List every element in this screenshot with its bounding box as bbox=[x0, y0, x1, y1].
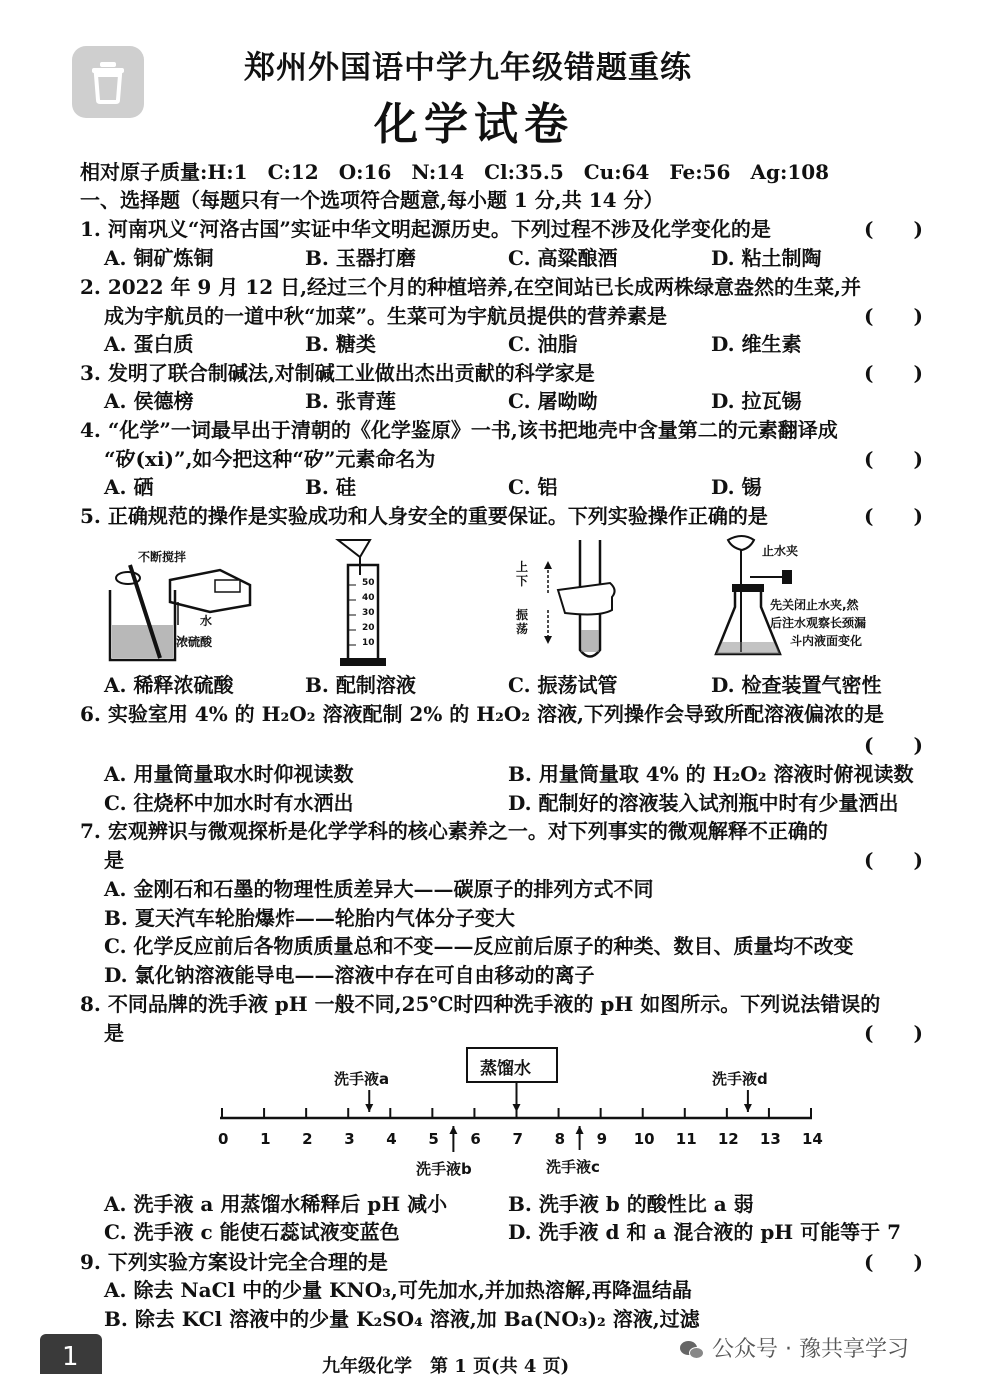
q2-stem-line2: 成为宇航员的一道中秋“加菜”。生菜可为宇航员提供的营养素是 bbox=[104, 304, 668, 328]
q8-option-c: C. 洗手液 c 能使石蕊试液变蓝色 bbox=[104, 1220, 400, 1244]
fig-a-label-stir: 不断搅拌 bbox=[138, 550, 187, 564]
q1-option-c: C. 高粱酿酒 bbox=[508, 246, 618, 270]
q4-stem-line1: 4. “化学”一词最早出于清朝的《化学鉴原》一书,该书把地壳中含量第二的元素翻译成 bbox=[80, 418, 838, 442]
q2-answer-blank: ( ) bbox=[864, 304, 923, 328]
q2-option-d: D. 维生素 bbox=[711, 332, 802, 356]
ph-tick-label: 2 bbox=[302, 1130, 313, 1148]
arrow-handwash-c-head bbox=[576, 1126, 584, 1134]
q7-option-d: D. 氯化钠溶液能导电——溶液中存在可自由移动的离子 bbox=[104, 963, 595, 987]
ph-tick-label: 11 bbox=[675, 1130, 697, 1148]
q8-option-a: A. 洗手液 a 用蒸馏水稀释后 pH 减小 bbox=[104, 1192, 448, 1216]
fig-a-label-water: 水 bbox=[200, 614, 213, 628]
ph-tick-label: 1 bbox=[260, 1130, 271, 1148]
q4-option-a: A. 硒 bbox=[104, 475, 154, 499]
q3-answer-blank: ( ) bbox=[864, 361, 923, 385]
ph-tick-label: 5 bbox=[428, 1130, 439, 1148]
watermark bbox=[680, 1332, 909, 1363]
figure-graduated-cylinder bbox=[330, 535, 390, 670]
q5-option-a: A. 稀释浓硫酸 bbox=[104, 673, 234, 697]
label-handwash-d: 洗手液d bbox=[712, 1070, 768, 1088]
watermark-text: 公众号 · 豫共享学习 bbox=[712, 1337, 909, 1362]
q3-option-a: A. 侯德榜 bbox=[104, 389, 194, 413]
q5-option-c: C. 振荡试管 bbox=[508, 673, 618, 697]
ph-tick-label: 3 bbox=[344, 1130, 355, 1148]
fig-d-label-clamp: 止水夹 bbox=[762, 544, 799, 558]
q5-option-b: B. 配制溶液 bbox=[305, 673, 416, 697]
wechat-icon bbox=[680, 1339, 706, 1361]
q8-stem-line2: 是 bbox=[104, 1021, 124, 1045]
arrow-handwash-b-head bbox=[449, 1126, 457, 1134]
trash-icon bbox=[90, 60, 126, 104]
q6-stem: 6. 实验室用 4% 的 H₂O₂ 溶液配制 2% 的 H₂O₂ 溶液,下列操作会导致所配溶液偏浓的是 bbox=[80, 702, 885, 726]
fig-c-label-shake: 振荡 bbox=[516, 608, 529, 636]
q7-option-c: C. 化学反应前后各物质质量总和不变——反应前后原子的种类、数目、质量均不改变 bbox=[104, 934, 854, 958]
ph-tick-label: 8 bbox=[554, 1130, 565, 1148]
arrow-distilled-water-head bbox=[513, 1104, 521, 1112]
ph-tick-label: 14 bbox=[802, 1130, 823, 1148]
q2-option-a: A. 蛋白质 bbox=[104, 332, 194, 356]
q9-option-a: A. 除去 NaCl 中的少量 KNO₃,可先加水,并加热溶解,再降温结晶 bbox=[104, 1278, 692, 1302]
arrow-handwash-a-head bbox=[365, 1104, 373, 1112]
q7-stem-line1: 7. 宏观辨识与微观探析是化学学科的核心素养之一。对下列事实的微观解释不正确的 bbox=[80, 819, 828, 843]
figure-shake-tube bbox=[540, 535, 630, 665]
q8-stem-line1: 8. 不同品牌的洗手液 pH 一般不同,25℃时四种洗手液的 pH 如图所示。下列说法错误的 bbox=[80, 992, 881, 1016]
figure-dilute-acid bbox=[100, 540, 280, 670]
label-distilled-water: 蒸馏水 bbox=[480, 1059, 531, 1079]
section-heading: 一、选择题（每题只有一个选项符合题意,每小题 1 分,共 14 分） bbox=[80, 188, 664, 212]
fig-b-tick-40: 40 bbox=[362, 593, 375, 603]
q4-option-d: D. 锡 bbox=[711, 475, 762, 499]
q7-option-a: A. 金刚石和石墨的物理性质差异大——碳原子的排列方式不同 bbox=[104, 877, 654, 901]
fig-c-label-updown: 上下 bbox=[516, 560, 529, 588]
q5-stem: 5. 正确规范的操作是实验成功和人身安全的重要保证。下列实验操作正确的是 bbox=[80, 504, 768, 528]
fig-d-note-1: 先关闭止水夹,然 bbox=[770, 598, 859, 612]
delete-button[interactable] bbox=[72, 46, 144, 118]
ph-tick-label: 7 bbox=[512, 1130, 523, 1148]
q3-option-b: B. 张青莲 bbox=[305, 389, 396, 413]
q5-option-d: D. 检查装置气密性 bbox=[711, 673, 882, 697]
q1-option-d: D. 粘土制陶 bbox=[711, 246, 822, 270]
fig-a-label-acid: 浓硫酸 bbox=[176, 635, 213, 649]
q1-option-a: A. 铜矿炼铜 bbox=[104, 246, 214, 270]
q6-option-c: C. 往烧杯中加水时有水洒出 bbox=[104, 791, 354, 815]
ph-tick-label: 4 bbox=[386, 1130, 397, 1148]
q9-answer-blank: ( ) bbox=[864, 1250, 923, 1274]
q6-answer-blank: ( ) bbox=[864, 733, 923, 757]
arrow-handwash-d-head bbox=[744, 1104, 752, 1112]
q8-option-b: B. 洗手液 b 的酸性比 a 弱 bbox=[508, 1192, 754, 1216]
label-handwash-b: 洗手液b bbox=[416, 1160, 472, 1178]
q4-option-b: B. 硅 bbox=[305, 475, 356, 499]
q7-answer-blank: ( ) bbox=[864, 848, 923, 872]
ph-tick-label: 10 bbox=[633, 1130, 655, 1148]
q6-option-a: A. 用量筒量取水时仰视读数 bbox=[104, 762, 354, 786]
distilled-water-box bbox=[467, 1048, 557, 1082]
ph-tick-label: 13 bbox=[759, 1130, 781, 1148]
fig-b-tick-10: 10 bbox=[362, 638, 375, 648]
q4-option-c: C. 铝 bbox=[508, 475, 558, 499]
q1-answer-blank: ( ) bbox=[864, 217, 923, 241]
fig-b-tick-30: 30 bbox=[362, 608, 375, 618]
q9-stem: 9. 下列实验方案设计完全合理的是 bbox=[80, 1250, 388, 1274]
q3-option-d: D. 拉瓦锡 bbox=[711, 389, 802, 413]
ph-tick-label: 9 bbox=[596, 1130, 608, 1148]
ph-tick-label: 12 bbox=[717, 1130, 739, 1148]
q3-option-c: C. 屠呦呦 bbox=[508, 389, 598, 413]
page-number-badge: 1 bbox=[40, 1334, 102, 1374]
q7-option-b: B. 夏天汽车轮胎爆炸——轮胎内气体分子变大 bbox=[104, 906, 515, 930]
q3-stem: 3. 发明了联合制碱法,对制碱工业做出杰出贡献的科学家是 bbox=[80, 361, 595, 385]
q8-answer-blank: ( ) bbox=[864, 1021, 923, 1045]
q7-stem-line2: 是 bbox=[104, 848, 124, 872]
fig-d-note-3: 斗内液面变化 bbox=[790, 634, 863, 648]
q6-option-d: D. 配制好的溶液装入试剂瓶中时有少量洒出 bbox=[508, 791, 899, 815]
label-handwash-c: 洗手液c bbox=[546, 1158, 600, 1176]
q1-stem: 1. 河南巩义“河洛古国”实证中华文明起源历史。下列过程不涉及化学变化的是 bbox=[80, 217, 771, 241]
q2-option-c: C. 油脂 bbox=[508, 332, 578, 356]
exam-title: 郑州外国语中学九年级错题重练 bbox=[244, 50, 692, 86]
q8-option-d: D. 洗手液 d 和 a 混合液的 pH 可能等于 7 bbox=[508, 1220, 902, 1244]
atomic-mass-line: 相对原子质量:H:1 C:12 O:16 N:14 Cl:35.5 Cu:64 Fe:56 Ag:108 bbox=[80, 160, 830, 184]
fig-d-note-2: 后注水观察长颈漏 bbox=[770, 616, 867, 630]
q4-stem-line2: “矽(xi)”,如今把这种“矽”元素命名为 bbox=[104, 447, 436, 471]
q6-option-b: B. 用量筒量取 4% 的 H₂O₂ 溶液时俯视读数 bbox=[508, 762, 914, 786]
ph-tick-label: 6 bbox=[470, 1130, 481, 1148]
ph-tick-label: 0 bbox=[218, 1130, 229, 1148]
fig-b-tick-20: 20 bbox=[362, 623, 375, 633]
q1-option-b: B. 玉器打磨 bbox=[305, 246, 416, 270]
page-footer: 九年级化学 第 1 页(共 4 页) bbox=[322, 1356, 570, 1377]
q2-option-b: B. 糖类 bbox=[305, 332, 376, 356]
label-handwash-a: 洗手液a bbox=[334, 1070, 390, 1088]
q4-answer-blank: ( ) bbox=[864, 447, 923, 471]
q9-option-b: B. 除去 KCl 溶液中的少量 K₂SO₄ 溶液,加 Ba(NO₃)₂ 溶液,过滤 bbox=[104, 1307, 700, 1331]
fig-b-tick-50: 50 bbox=[362, 578, 375, 588]
q5-answer-blank: ( ) bbox=[864, 504, 923, 528]
exam-subject-title: 化学试卷 bbox=[374, 99, 574, 150]
q2-stem-line1: 2. 2022 年 9 月 12 日,经过三个月的种植培养,在空间站已长成两株绿意盎然的生菜,并 bbox=[80, 275, 861, 299]
